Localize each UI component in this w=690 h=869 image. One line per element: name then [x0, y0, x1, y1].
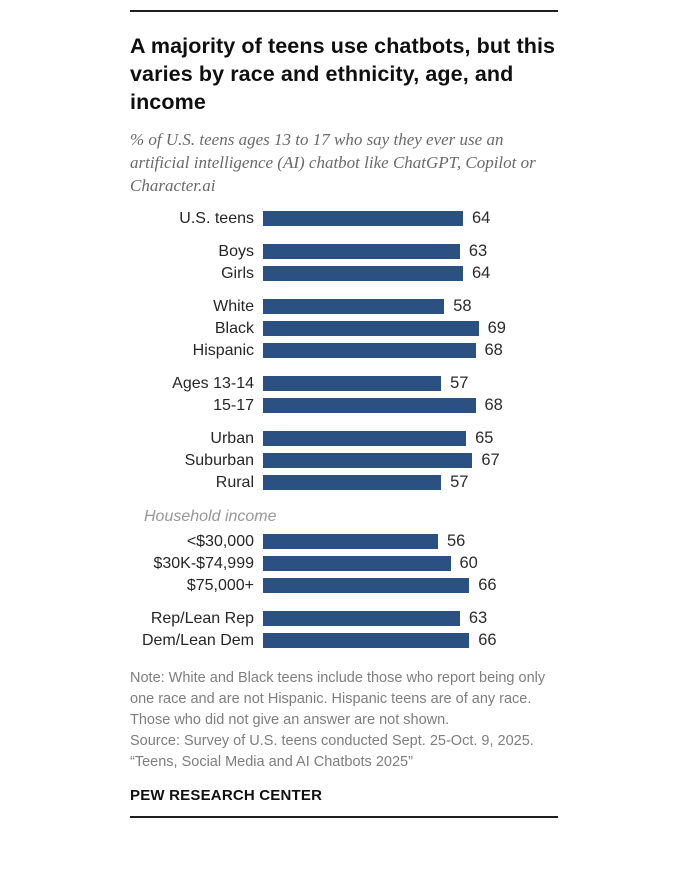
bar-value: 60	[459, 554, 478, 572]
group-header-household-income: Household income	[144, 508, 277, 525]
bar-value: 57	[450, 473, 469, 491]
bar-value: 69	[487, 319, 506, 337]
bar-label: Rural	[215, 473, 254, 491]
bar-row	[130, 266, 558, 281]
bar	[263, 211, 463, 226]
bar-group	[130, 611, 558, 648]
bar-label: $75,000+	[186, 576, 254, 594]
bar-label: 15-17	[213, 396, 254, 414]
bar	[263, 578, 469, 593]
bar	[263, 398, 476, 413]
bar-label: Boys	[218, 242, 254, 260]
bar	[263, 611, 460, 626]
bar	[263, 453, 472, 468]
bar-value: 63	[468, 242, 488, 260]
bar-group	[130, 211, 558, 226]
bar-value: 57	[450, 374, 469, 392]
bar	[263, 633, 469, 648]
bottom-rule	[130, 816, 558, 818]
bar-group	[130, 299, 558, 358]
bar	[263, 244, 460, 259]
bar-row	[130, 343, 558, 358]
source-text: Source: Survey of U.S. teens conducted Sept. 25-Oct. 9, 2025.	[130, 733, 534, 749]
bar-row	[130, 211, 558, 226]
bar-value: 64	[472, 264, 491, 282]
bar-label: Black	[214, 319, 254, 337]
pew-research-center-label: PEW RESEARCH CENTER	[130, 787, 323, 804]
bar-row	[130, 376, 558, 391]
page-title: A majority of teens use chatbots, but this varies by race and ethnicity, age, and income	[130, 34, 556, 114]
bar-label: Dem/Lean Dem	[141, 631, 254, 649]
bar-value: 64	[472, 209, 491, 227]
bar-value: 68	[484, 341, 503, 359]
bar-row	[130, 475, 558, 490]
bar-value: 65	[475, 429, 494, 447]
bar-label: Ages 13-14	[172, 374, 254, 392]
bar-label: Rep/Lean Rep	[150, 609, 254, 627]
bar-row	[130, 398, 558, 413]
bar-value: 58	[453, 297, 472, 315]
bar-label: Suburban	[184, 451, 254, 469]
chart-content	[130, 10, 558, 818]
bar-value: 66	[478, 631, 497, 649]
bar-label: Urban	[210, 429, 254, 447]
page-subtitle: % of U.S. teens ages 13 to 17 who say they ever use an artificial intelligence (AI) chatbot like ChatGPT, Copilot or Character.ai	[130, 130, 536, 195]
bar	[263, 475, 441, 490]
bar-row	[130, 578, 558, 593]
bar-row	[130, 534, 558, 549]
bar-value: 68	[484, 396, 503, 414]
bar-row	[130, 611, 558, 626]
bar-value: 66	[478, 576, 497, 594]
note-text: Note: White and Black teens include those who report being only one race and are not Hispanic. Hispanic teens are of any race. Those who did not give an answer are not shown.	[130, 670, 546, 728]
bar-value: 56	[447, 532, 466, 550]
bar-group	[130, 244, 558, 281]
bar	[263, 266, 463, 281]
bar-group	[130, 431, 558, 490]
bar-row	[130, 556, 558, 571]
bar-label: White	[213, 297, 254, 315]
bar	[263, 534, 438, 549]
bar	[263, 431, 466, 446]
bar-row	[130, 244, 558, 259]
bar-row	[130, 633, 558, 648]
survey-title-text: “Teens, Social Media and AI Chatbots 2025”	[130, 754, 413, 770]
bar-label: U.S. teens	[179, 209, 254, 227]
bar-row	[130, 431, 558, 446]
bar-groups	[130, 211, 558, 648]
bar-label: <$30,000	[186, 532, 254, 550]
bar-value: 63	[468, 609, 488, 627]
bar	[263, 556, 451, 571]
bar-row	[130, 321, 558, 336]
top-rule	[130, 10, 558, 12]
bar-label: $30K-$74,999	[153, 554, 254, 572]
bar-value: 67	[481, 451, 500, 469]
bar	[263, 321, 479, 336]
bar-group	[130, 508, 558, 593]
bar	[263, 376, 441, 391]
bar-label: Girls	[221, 264, 254, 282]
bar	[263, 343, 476, 358]
bar-group	[130, 376, 558, 413]
bar-label: Hispanic	[192, 341, 254, 359]
bar-row	[130, 453, 558, 468]
bar-row	[130, 299, 558, 314]
bar	[263, 299, 444, 314]
